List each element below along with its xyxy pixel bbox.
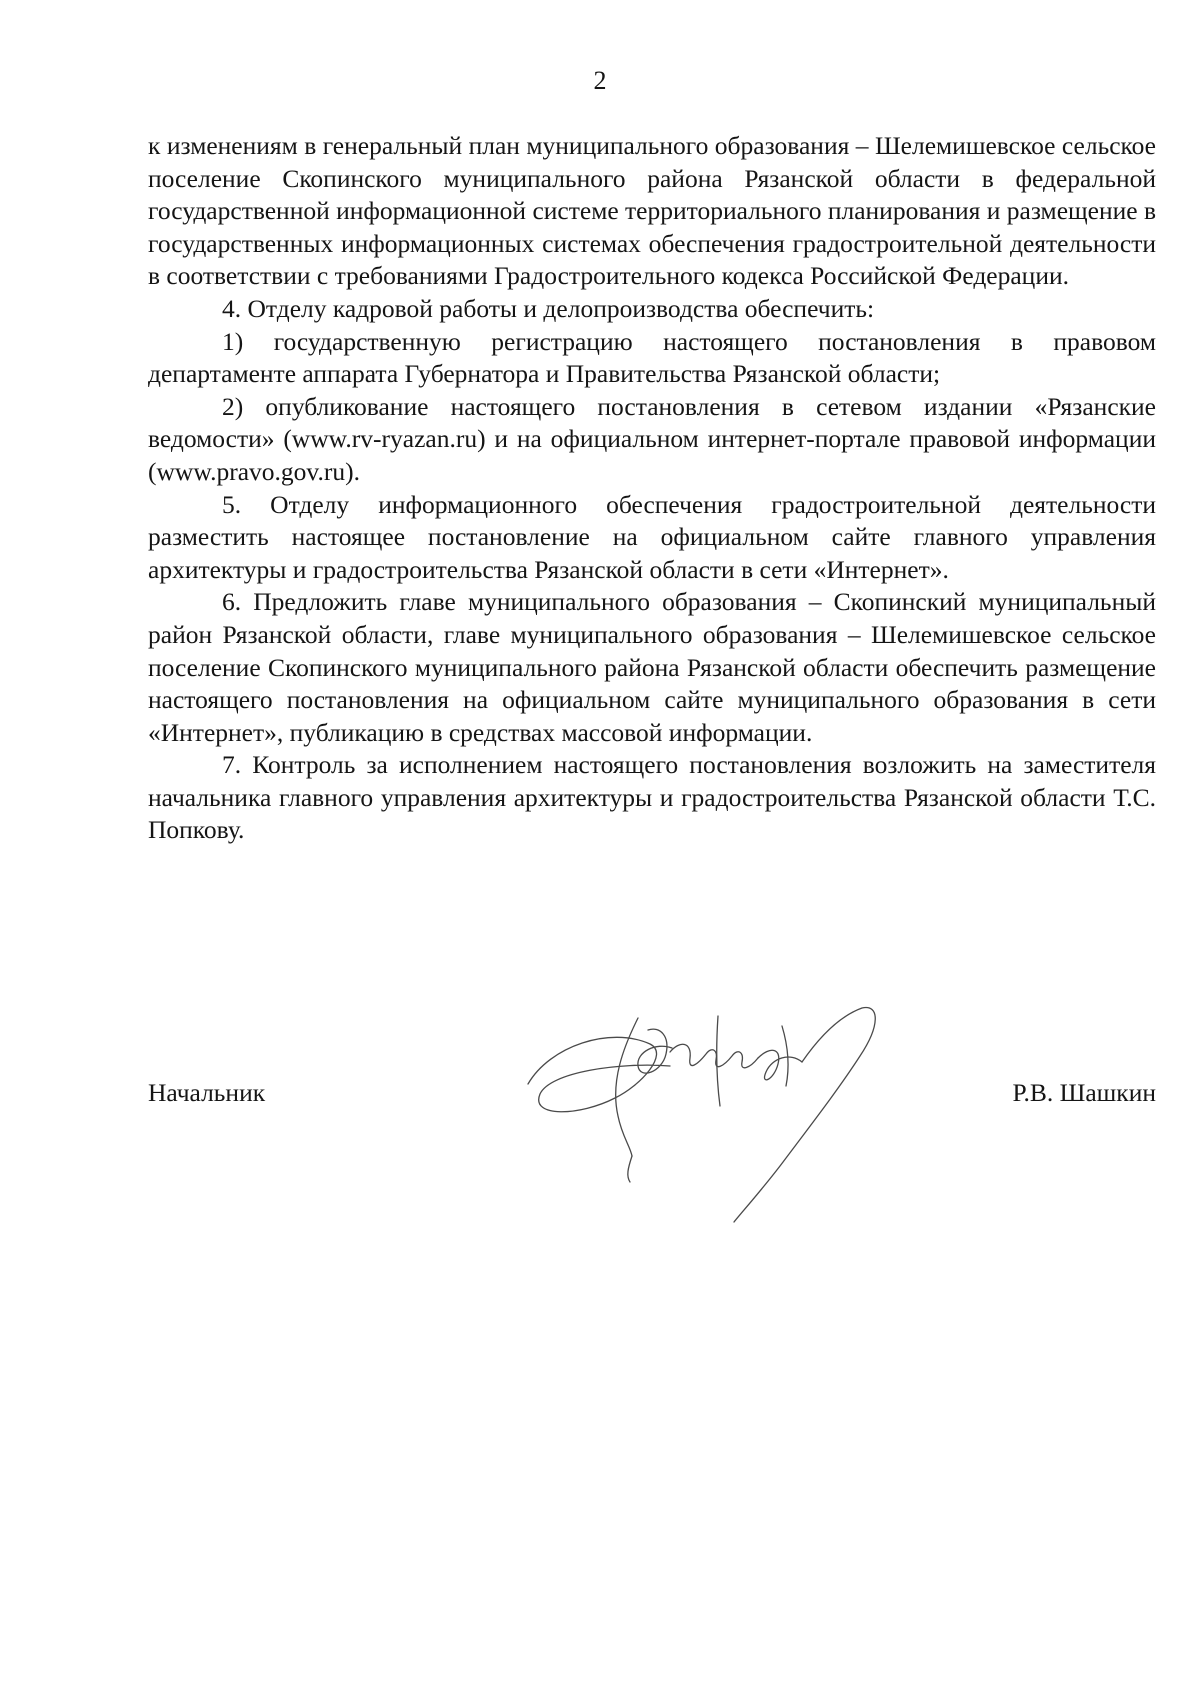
paragraph-subitem-2: 2) опубликование настоящего постановления в сетевом издании «Рязанские ведомости» (www.rv-ryazan.ru) и на официальном интернет-портале правовой информации (www.pravo.gov.ru).: [148, 391, 1156, 486]
paragraph-continuation: к изменениям в генеральный план муниципального образования – Шелемишевское сельское поселение Скопинского муниципального района Рязанской области в федеральной государственной информационной системе территориального планирования и размещение в государственных информационных системах обеспечения градостроительной деятельности в соответствии с требованиями Градостроительного кодекса Российской Федерации.: [148, 131, 1156, 291]
page-number: 2: [593, 66, 607, 95]
signatory-name: Р.В. Шашкин: [1012, 1078, 1156, 1107]
handwritten-signature: [520, 1006, 940, 1226]
paragraph-item-5: 5. Отделу информационного обеспечения градостроительной деятельности разместить настоящее постановление на официальном сайте главного управления архитектуры и градостроительства Рязанской области в сети «Интернет».: [148, 489, 1156, 584]
document-body: [148, 130, 1156, 847]
paragraph-subitem-1: 1) государственную регистрацию настоящего постановления в правовом департаменте аппарата Губернатора и Правительства Рязанской области;: [148, 326, 1156, 389]
paragraph-item-6: 6. Предложить главе муниципального образования – Скопинский муниципальный район Рязанской области, главе муниципального образования – Шелемишевское сельское поселение Скопинского муниципального района Рязанской области обеспечить размещение настоящего постановления на официальном сайте муниципального образования в сети «Интернет», публикацию в средствах массовой информации.: [148, 587, 1156, 747]
signatory-position: Начальник: [148, 1078, 266, 1107]
paragraph-item-4: 4. Отделу кадровой работы и делопроизводства обеспечить:: [222, 293, 875, 323]
paragraph-item-7: 7. Контроль за исполнением настоящего постановления возложить на заместителя начальника главного управления архитектуры и градостроительства Рязанской области Т.С. Попкову.: [148, 750, 1156, 845]
